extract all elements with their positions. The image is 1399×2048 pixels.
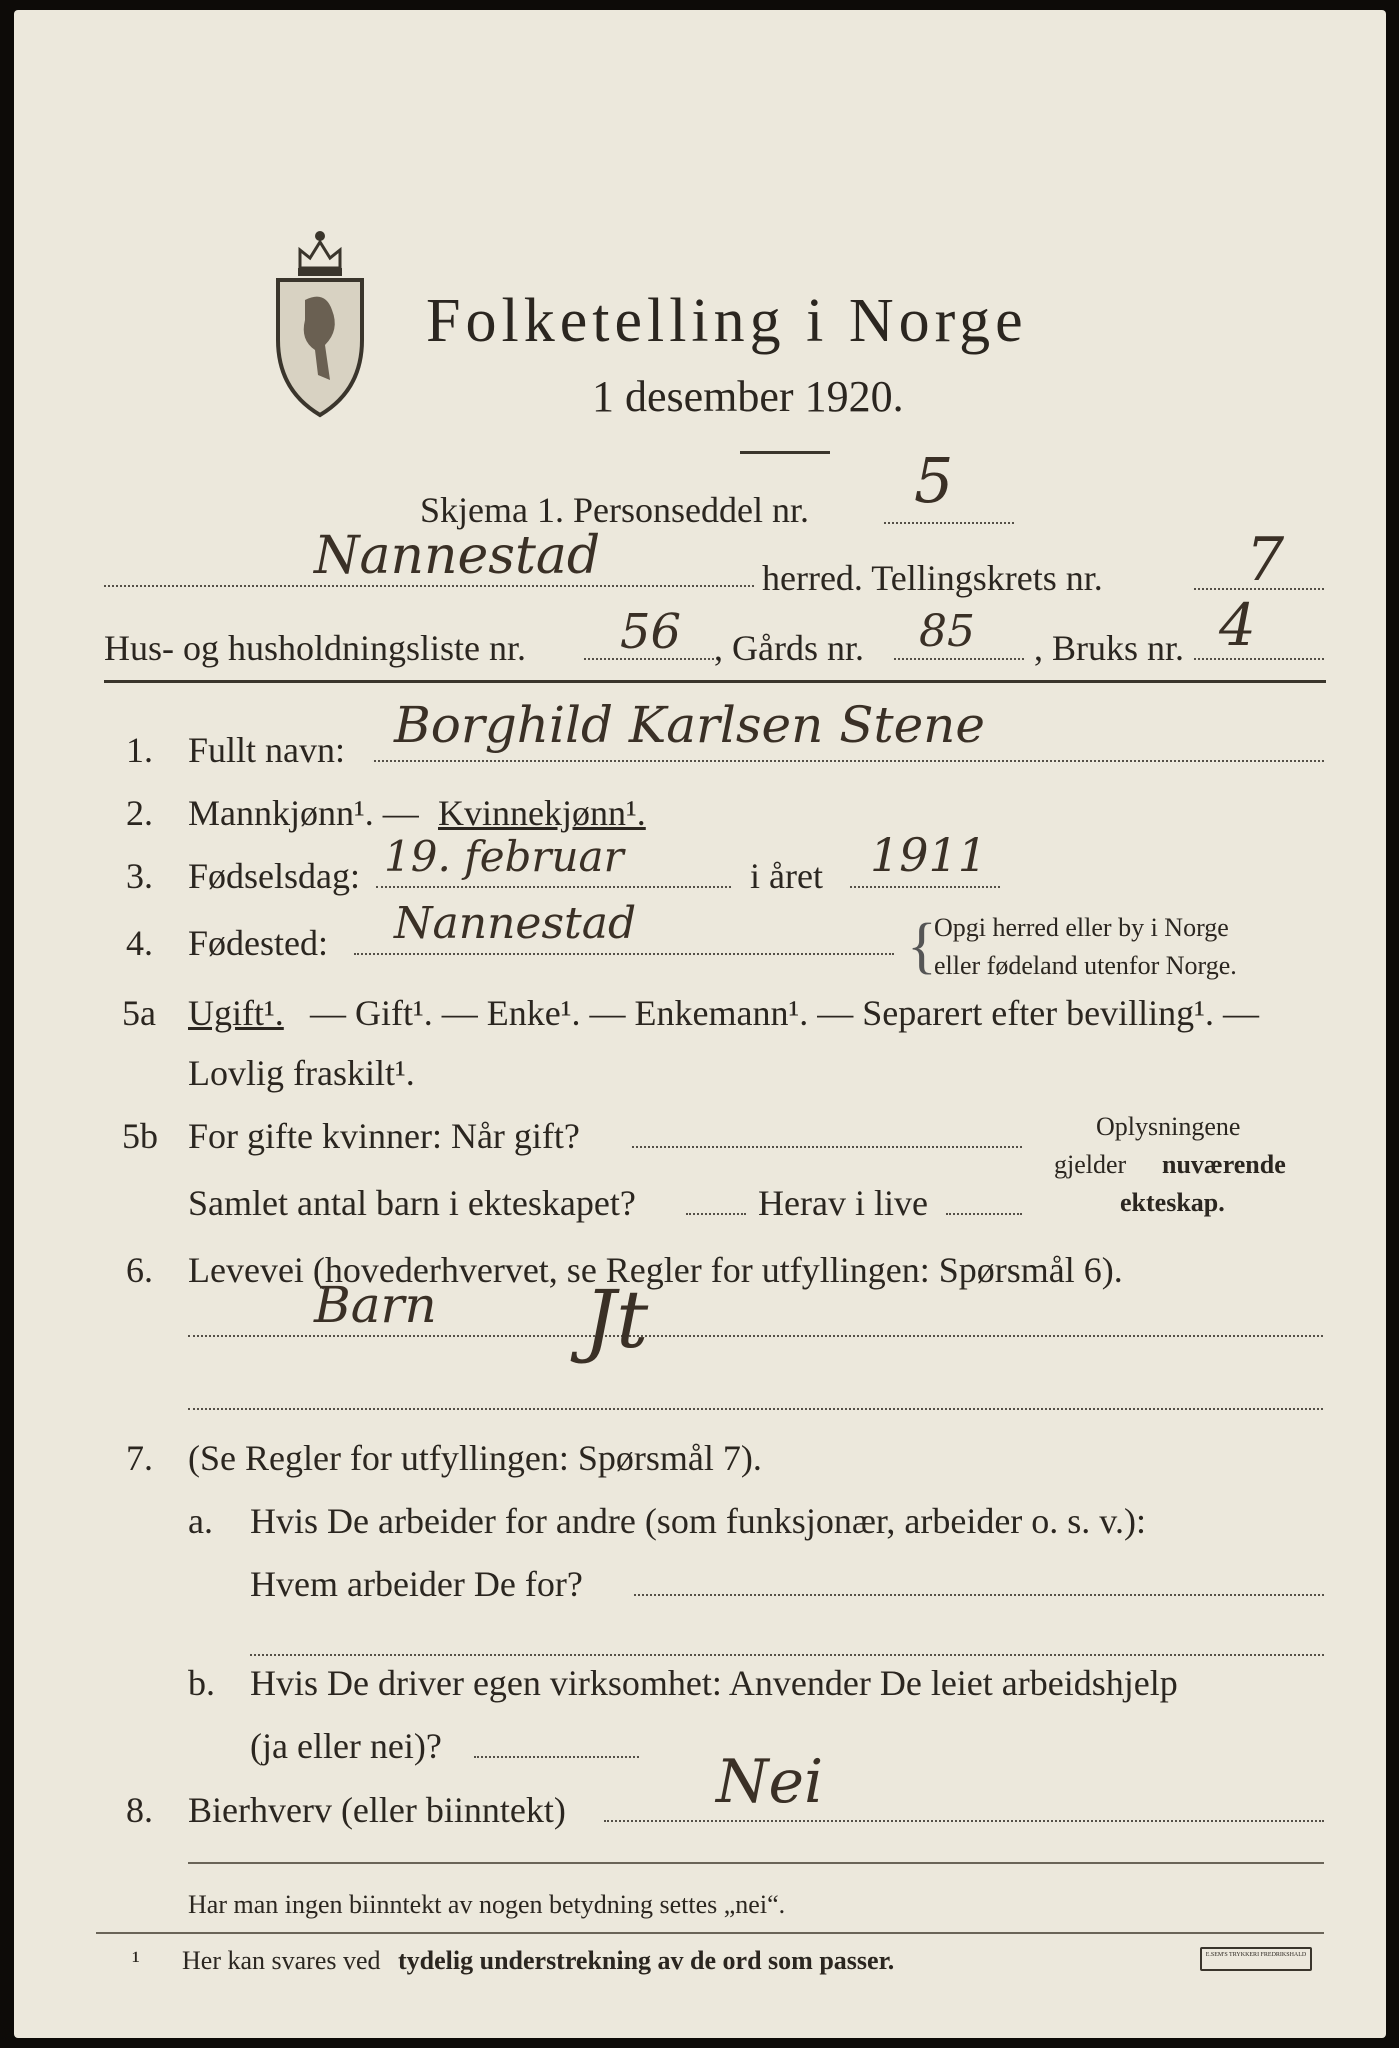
q4-label: Fødested: <box>188 923 328 963</box>
coat-of-arms-icon <box>270 210 370 420</box>
q7b-letter: b. <box>188 1663 215 1703</box>
q2-kvinne: Kvinnekjønn¹. <box>438 793 646 833</box>
gards-value[interactable]: 85 <box>919 606 975 657</box>
q2-mann: Mannkjønn¹. — <box>188 793 419 833</box>
q3-number: 3. <box>126 856 153 896</box>
q4-brace: { <box>907 912 937 980</box>
gards-label: , Gårds nr. <box>714 628 864 668</box>
title-divider <box>740 451 830 454</box>
q7b-text: Hvis De driver egen virksomhet: Anvender De leiet arbeidshjelp <box>250 1663 1178 1703</box>
bruks-label: , Bruks nr. <box>1034 628 1185 668</box>
occupation-value[interactable]: Barn <box>314 1276 437 1334</box>
herred-label: herred. Tellingskrets nr. <box>762 558 1103 598</box>
birth-year-value[interactable]: 1911 <box>870 828 988 882</box>
side-income-value[interactable]: Nei <box>716 1747 824 1817</box>
q5a-ugift: Ugift¹. <box>188 993 284 1033</box>
q7-label: (Se Regler for utfyllingen: Spørsmål 7). <box>188 1438 762 1478</box>
q5a-rest: — Gift¹. — Enke¹. — Enkemann¹. — Separert efter bevilling¹. — <box>310 993 1259 1033</box>
q5b-number: 5b <box>122 1116 158 1156</box>
occupation-code[interactable]: Jt <box>584 1273 649 1366</box>
schema-label: Skjema 1. Personseddel nr. <box>420 490 809 530</box>
q7a-text: Hvis De arbeider for andre (som funksjonær, arbeider o. s. v.): <box>250 1501 1146 1541</box>
birthplace-value[interactable]: Nannestad <box>394 898 637 949</box>
form-title: Folketelling i Norge <box>426 287 1028 355</box>
q3-year-label: i året <box>750 856 823 896</box>
q5b-note-1: Oplysningene <box>1096 1112 1241 1141</box>
q5b-label-2: Samlet antal barn i ekteskapet? <box>188 1183 636 1223</box>
q4-number: 4. <box>126 923 153 963</box>
footnote-mark: ¹ <box>132 1946 140 1975</box>
full-name-value[interactable]: Borghild Karlsen Stene <box>394 696 985 754</box>
tellingskrets-value[interactable]: 7 <box>1246 525 1285 595</box>
q7a-letter: a. <box>188 1501 213 1541</box>
printer-stamp: E.SEM'S TRYKKERI FREDRIKSHALD <box>1200 1947 1312 1971</box>
q5b-note-2: gjelder <box>1054 1150 1127 1179</box>
footer-divider <box>188 1862 1324 1864</box>
person-number[interactable]: 5 <box>914 444 954 517</box>
footnote-divider <box>96 1932 1324 1934</box>
q5b-note-3: nuværende <box>1162 1150 1286 1179</box>
q7a-question: Hvem arbeider De for? <box>250 1564 583 1604</box>
q5a-number: 5a <box>122 993 156 1033</box>
q5b-label-1: For gifte kvinner: Når gift? <box>188 1116 580 1156</box>
q8-number: 8. <box>126 1790 153 1830</box>
q4-note-1: Opgi herred eller by i Norge <box>934 913 1229 942</box>
q7b-question: (ja eller nei)? <box>250 1726 442 1766</box>
q4-note-2: eller fødeland utenfor Norge. <box>934 951 1237 980</box>
hus-value[interactable]: 56 <box>620 604 682 660</box>
herred-value[interactable]: Nannestad <box>314 526 601 586</box>
q6-number: 6. <box>126 1250 153 1290</box>
footer-note: Har man ingen biinntekt av nogen betydning settes „nei“. <box>188 1890 786 1919</box>
q5b-note-4: ekteskap. <box>1120 1188 1225 1217</box>
q1-label: Fullt navn: <box>188 730 346 770</box>
hus-label: Hus- og husholdningsliste nr. <box>104 628 527 668</box>
q5b-label-3: Herav i live <box>758 1183 928 1223</box>
census-date: 1 desember 1920. <box>592 372 904 421</box>
q5a-fraskilt: Lovlig fraskilt¹. <box>188 1053 415 1093</box>
footnote-a: Her kan svares ved <box>182 1946 381 1975</box>
bruks-value[interactable]: 4 <box>1219 591 1256 659</box>
q8-label: Bierhverv (eller biinntekt) <box>188 1790 566 1830</box>
birthday-value[interactable]: 19. februar <box>384 832 624 881</box>
census-form <box>14 10 1386 2038</box>
header-divider <box>104 680 1326 683</box>
q6-label: Levevei (hovederhvervet, se Regler for utfyllingen: Spørsmål 6). <box>188 1250 1123 1290</box>
q3-label: Fødselsdag: <box>188 856 361 896</box>
q1-number: 1. <box>126 730 153 770</box>
q7-number: 7. <box>126 1438 153 1478</box>
footnote-b: tydelig understrekning av de ord som passer. <box>398 1946 895 1975</box>
q2-number: 2. <box>126 793 153 833</box>
